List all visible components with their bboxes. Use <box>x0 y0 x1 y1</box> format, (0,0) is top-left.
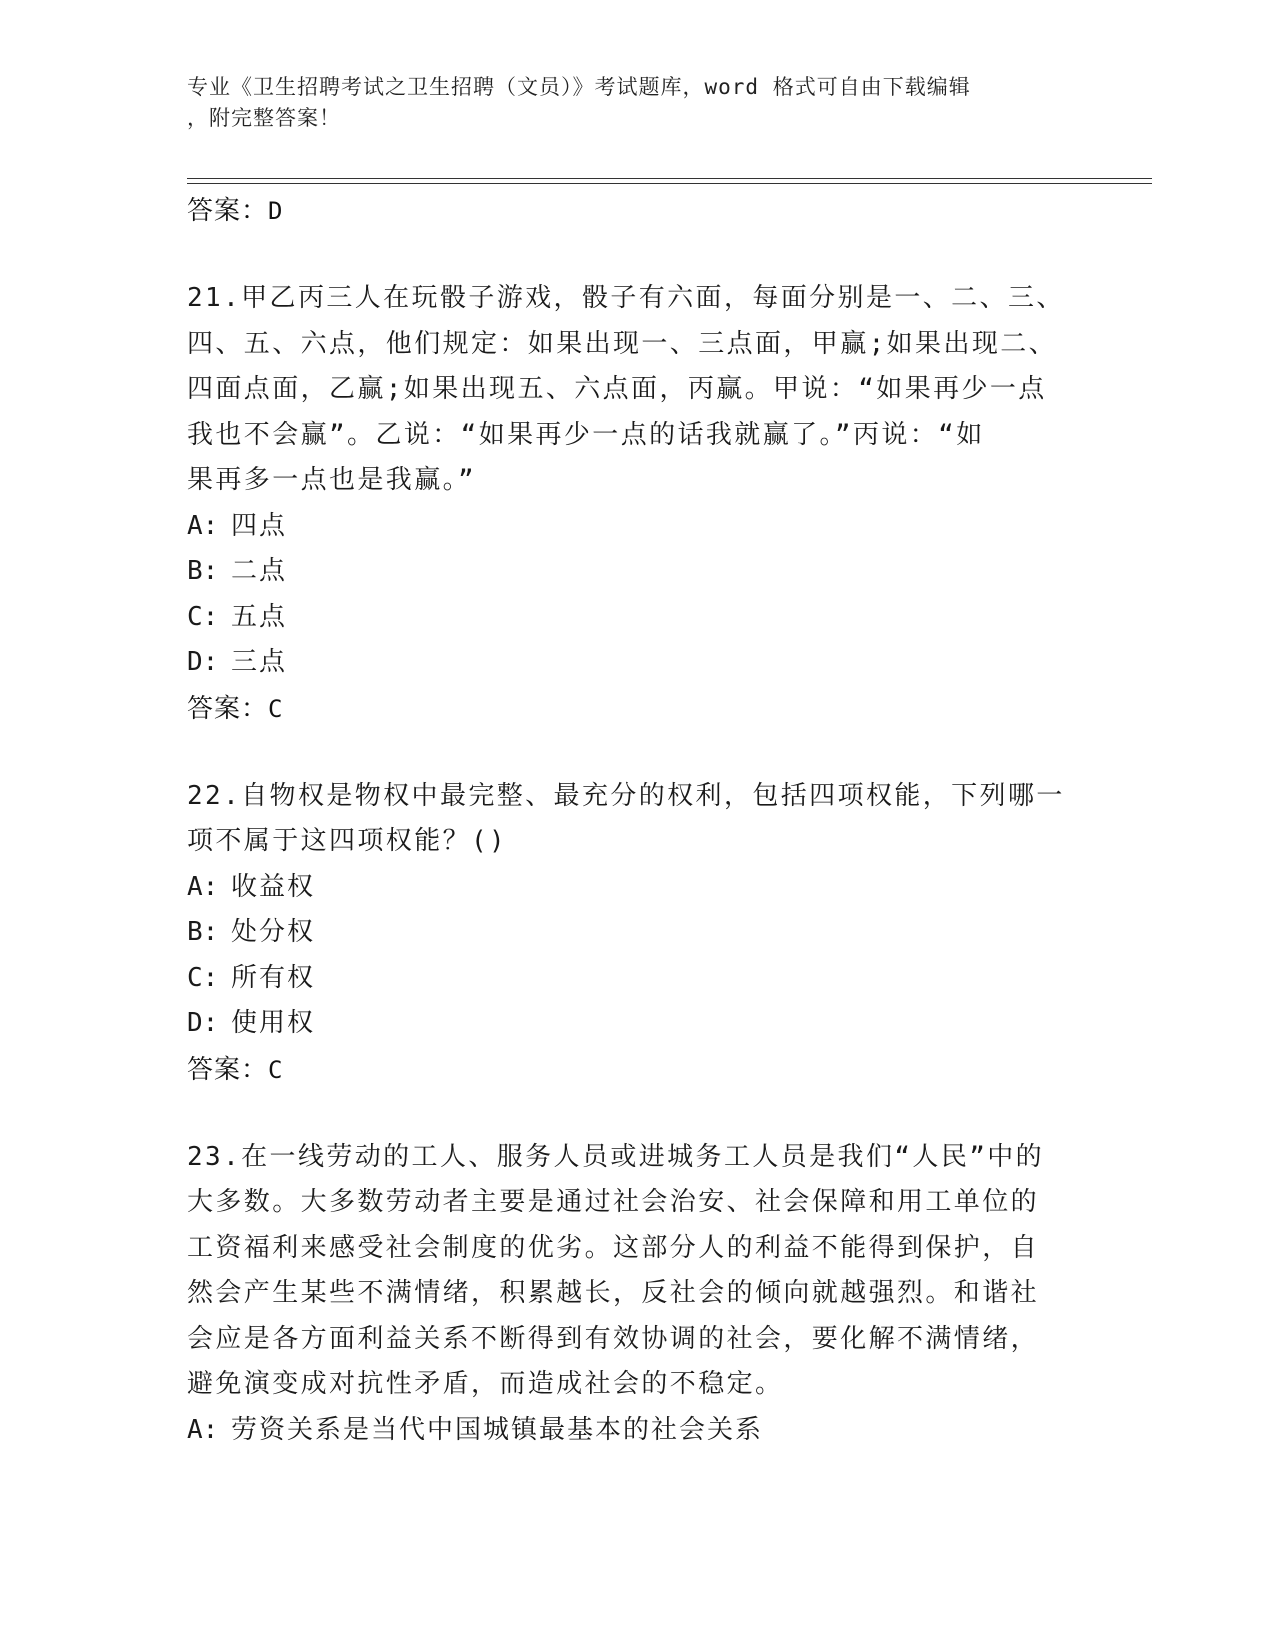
option-text: 二点 <box>231 556 288 586</box>
question-text-line: 大多数。大多数劳动者主要是通过社会治安、社会保障和用工单位的 <box>187 1187 1040 1217</box>
document-header <box>187 72 1067 134</box>
option-a <box>187 865 1087 911</box>
question-text-line: 工资福利来感受社会制度的优劣。这部分人的利益不能得到保护，自 <box>187 1232 1040 1263</box>
answer-label: 答案： <box>187 693 269 724</box>
option-b <box>187 910 1087 956</box>
option-text: 三点 <box>231 647 288 677</box>
answer-label: 答案： <box>187 196 269 226</box>
option-key: C: <box>187 601 219 632</box>
option-text: 使用权 <box>231 1008 316 1038</box>
question-text-line: 然会产生某些不满情绪，积累越长，反社会的倾向就越强烈。和谐社 <box>187 1278 1040 1308</box>
question-text-line: 四面点面，乙赢;如果出现五、六点面，丙赢。甲说：“如果再少一点 <box>187 374 1047 404</box>
question-text-line: 避免演变成对抗性矛盾，而造成社会的不稳定。 <box>187 1369 784 1399</box>
option-key: A: <box>187 1414 219 1445</box>
header-divider-bottom <box>187 183 1152 184</box>
question-text-line: 22.自物权是物权中最完整、最充分的权利，包括四项权能，下列哪一 <box>187 780 1065 811</box>
question-text-line: 会应是各方面利益关系不断得到有效协调的社会，要化解不满情绪， <box>187 1323 1040 1354</box>
option-text: 五点 <box>231 601 288 632</box>
header-divider-top <box>187 178 1152 179</box>
option-key: B: <box>187 917 219 947</box>
option-key: A: <box>187 510 219 541</box>
question-21 <box>187 276 1087 732</box>
question-text-line: 23.在一线劳动的工人、服务人员或进城务工人员是我们“人民”中的 <box>187 1141 1045 1172</box>
option-d <box>187 1001 1087 1047</box>
answer-value: D <box>268 197 284 225</box>
option-text: 收益权 <box>231 871 316 902</box>
question-22 <box>187 774 1087 1093</box>
option-key: D: <box>187 1008 219 1038</box>
question-23 <box>187 1135 1087 1454</box>
option-text: 所有权 <box>231 962 316 993</box>
header-line-2: ，附完整答案！ <box>187 106 341 130</box>
question-text-line: 四、五、六点，他们规定：如果出现一、三点面，甲赢;如果出现二、 <box>187 328 1058 359</box>
answer-line <box>187 1047 1087 1093</box>
answer-line <box>187 188 1087 234</box>
option-b <box>187 549 1087 595</box>
option-text: 四点 <box>231 510 288 541</box>
option-key: D: <box>187 647 219 677</box>
option-key: B: <box>187 556 219 586</box>
option-a <box>187 504 1087 550</box>
question-text-line: 果再多一点也是我赢。” <box>187 465 477 495</box>
option-a <box>187 1408 1087 1454</box>
option-text: 劳资关系是当代中国城镇最基本的社会关系 <box>231 1414 764 1445</box>
header-line-1: 专业《卫生招聘考试之卫生招聘（文员）》考试题库，word 格式可自由下载编辑 <box>187 75 971 99</box>
option-key: C: <box>187 962 219 993</box>
question-text-line: 项不属于这四项权能？() <box>187 826 508 856</box>
answer-label: 答案： <box>187 1054 269 1085</box>
answer-value: C <box>268 694 284 723</box>
document-body <box>187 190 1087 1453</box>
option-text: 处分权 <box>231 917 316 947</box>
option-d <box>187 640 1087 686</box>
option-c <box>187 595 1087 641</box>
option-key: A: <box>187 871 219 902</box>
question-text-line: 21.甲乙丙三人在玩骰子游戏，骰子有六面，每面分别是一、二、三、 <box>187 283 1065 313</box>
option-c <box>187 956 1087 1002</box>
answer-value: C <box>268 1055 284 1084</box>
question-text-line: 我也不会赢”。乙说：“如果再少一点的话我就赢了。”丙说：“如 <box>187 419 985 450</box>
answer-line <box>187 686 1087 732</box>
